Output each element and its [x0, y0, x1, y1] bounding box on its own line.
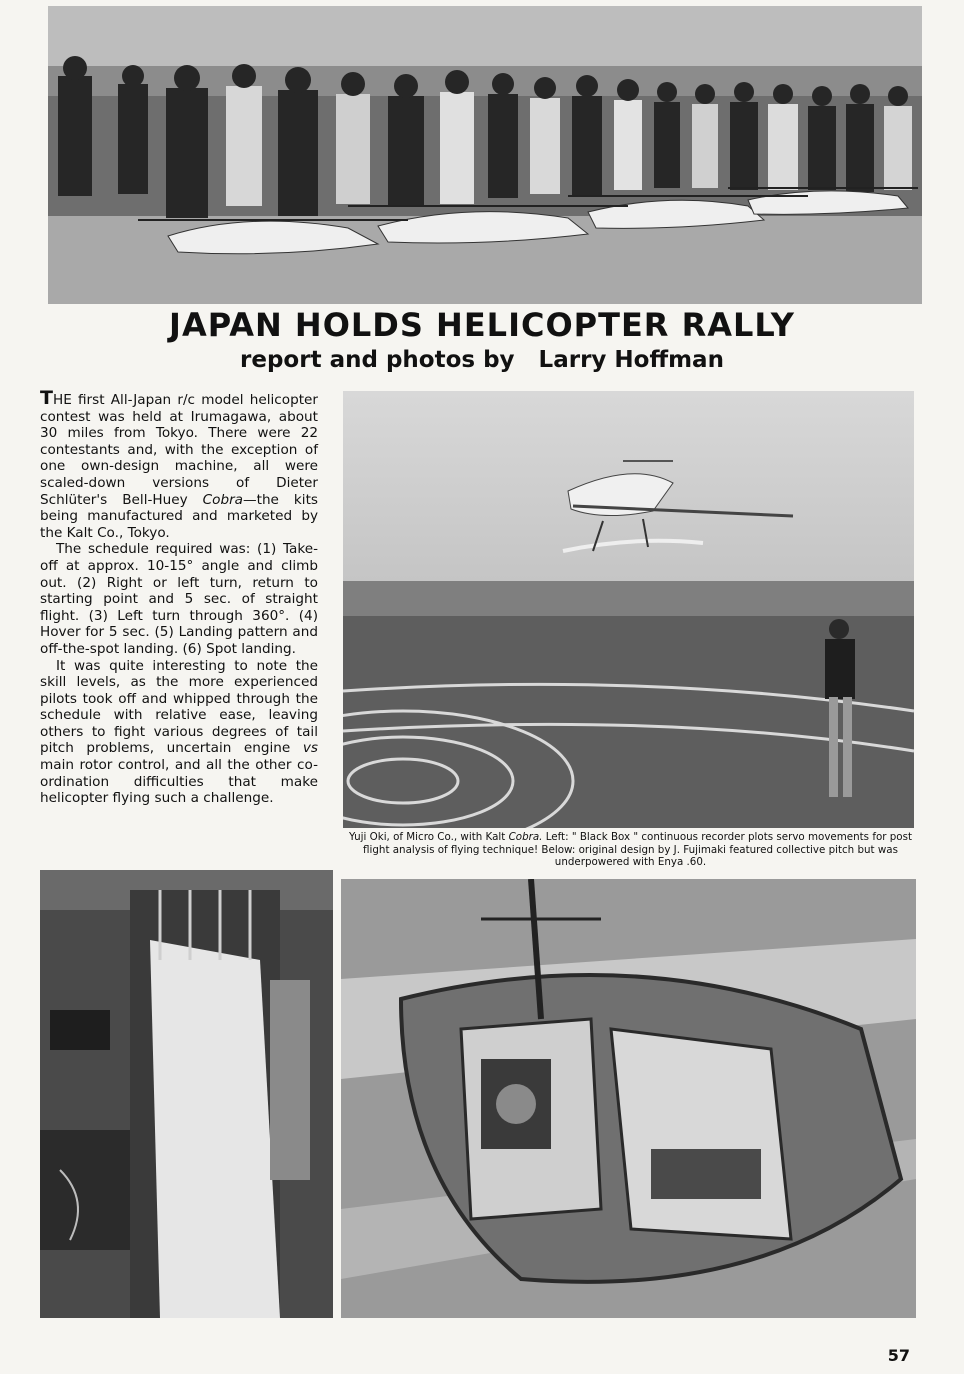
caption-model-name: Cobra. [508, 831, 543, 843]
byline [0, 347, 964, 373]
black-box-photo [40, 870, 333, 1318]
model-name: Cobra [202, 491, 244, 508]
article-paragraph-2: The schedule required was: (1) Take-off at approx. 10-15° angle and climb out. (2) Right or left turn, return to starting point and 5 sec. of straight flight. (3) Left turn through 360°. (4) Hover for 5 sec. (5) Landing pattern and off-the-spot landing. (6) Spot landing. [40, 541, 318, 657]
article-paragraph-1 [40, 387, 318, 541]
engine-photo [341, 879, 916, 1318]
article-text: main rotor control, and all the other co-ordination difficulties that make helicopter flying such a challenge. [40, 757, 318, 807]
drop-cap: T [40, 387, 53, 409]
article-body [40, 387, 318, 807]
caption-text: Yuji Oki, of Micro Co., with Kalt [349, 831, 509, 843]
article-paragraph-3 [40, 658, 318, 807]
italic-vs: vs [302, 740, 318, 757]
crowd-photo [48, 6, 922, 304]
caption-text: Left: " Black Box " continuous recorder plots servo movements for post flight analysis of flying technique! Below: original design by J. Fujimaki featured collective pitch but was underpowered with Enya .60. [363, 831, 912, 868]
article-text: —the kits being manufactured and marketed by the Kalt Co., Tokyo. [40, 491, 318, 541]
author-name: Larry Hoffman [538, 347, 724, 373]
page-title: JAPAN HOLDS HELICOPTER RALLY [169, 306, 795, 344]
photo-caption [343, 831, 918, 869]
article-text: It was quite interesting to note the skill levels, as the more experienced pilots took off and whipped through the schedule with relative ease, leaving others to fight various degrees of tail pitch problems, uncertain engine [40, 657, 318, 757]
byline-intro: report and photos by [240, 347, 515, 373]
article-text: HE first All-Japan r/c model helicopter contest was held at Irumagawa, about 30 miles from Tokyo. There were 22 contestants and, with the exception of one own-design machine, all were scaled-down versions of Dieter Schlüter's Bell-Huey [40, 392, 318, 508]
page-number: 57 [887, 1346, 910, 1365]
flight-photo [343, 391, 914, 828]
